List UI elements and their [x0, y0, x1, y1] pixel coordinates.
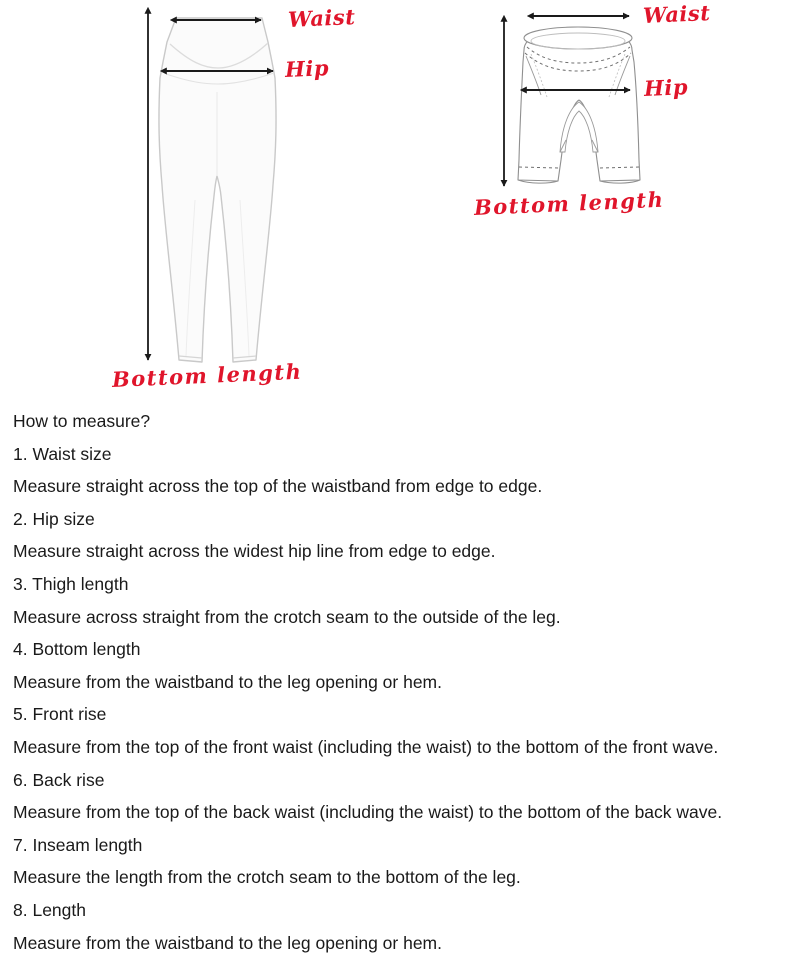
measure-item-desc-7: Measure the length from the crotch seam to the bottom of the leg. [13, 867, 521, 888]
how-to-measure-section [0, 405, 800, 959]
leggings-bottom-length-label: Bottom length [111, 358, 303, 392]
measure-item-title-5: 5. Front rise [13, 704, 107, 725]
measure-item-desc-6: Measure from the top of the back waist (including the waist) to the bottom of the back wave. [13, 802, 723, 823]
measure-item-desc-4: Measure from the waistband to the leg opening or hem. [13, 671, 442, 692]
how-to-measure-heading: How to measure? [13, 411, 151, 431]
leggings-illustration [148, 13, 276, 362]
leggings-hip-label: Hip [284, 55, 330, 82]
measure-item-title-6: 6. Back rise [13, 769, 105, 790]
measure-item-title-2: 2. Hip size [13, 508, 95, 529]
diagram-illustrations [0, 0, 800, 405]
measure-item-title-3: 3. Thigh length [13, 573, 129, 594]
measure-item-title-4: 4. Bottom length [13, 639, 141, 660]
measure-item-title-1: 1. Waist size [13, 443, 112, 464]
measure-item-title-7: 7. Inseam length [13, 834, 143, 855]
measure-item-desc-3: Measure across straight from the crotch seam to the outside of the leg. [13, 606, 561, 627]
shorts-waist-label: Waist [642, 0, 711, 28]
leggings-body-path [159, 18, 276, 362]
measure-item-desc-1: Measure straight across the top of the waistband from edge to edge. [13, 476, 543, 497]
shorts-bottom-length-label: Bottom length [473, 186, 665, 220]
shorts-hip-label: Hip [643, 74, 689, 101]
measurement-diagrams [0, 0, 800, 405]
measure-item-desc-8: Measure from the waistband to the leg opening or hem. [13, 932, 442, 953]
leggings-waist-label: Waist [287, 4, 356, 32]
shorts-illustration [504, 16, 640, 186]
measure-item-desc-2: Measure straight across the widest hip line from edge to edge. [13, 541, 496, 562]
measure-item-title-8: 8. Length [13, 899, 86, 920]
measure-item-desc-5: Measure from the top of the front waist (including the waist) to the bottom of the front wave. [13, 736, 719, 757]
